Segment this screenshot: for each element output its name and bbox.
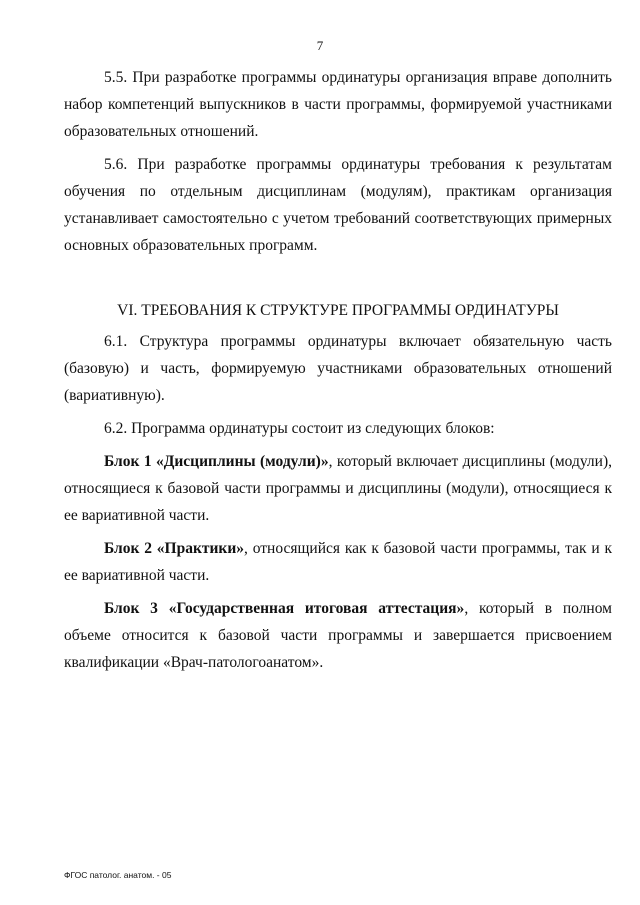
section-heading: VI. ТРЕБОВАНИЯ К СТРУКТУРЕ ПРОГРАММЫ ОРДИНАТУРЫ <box>117 302 559 319</box>
block-2-title: Блок 2 «Практики» <box>104 540 245 557</box>
paragraph-5-5: 5.5. При разработке программы ординатуры организация вправе дополнить набор компетенций выпускников в части программы, формируемой участниками образовательных отношений. <box>64 69 612 140</box>
block-2-text: , относящийся как к базовой части программы, так и к ее вариативной части. <box>64 540 612 584</box>
block-2-paragraph <box>64 535 612 589</box>
block-3-title: Блок 3 «Государственная итоговая аттестация» <box>104 600 465 617</box>
block-3-text: , который в полном объеме относится к базовой части программы и завершается присвоением квалификации «Врач-патологоанатом». <box>64 600 612 671</box>
paragraph-5-6: 5.6. При разработке программы ординатуры требования к результатам обучения по отдельным дисциплинам (модулям), практикам организация устанавливает самостоятельно с учетом требований соответствующих примерных основных образовательных программ. <box>64 156 612 254</box>
block-1-title: Блок 1 «Дисциплины (модули)» <box>104 453 329 470</box>
paragraph-6-2: 6.2. Программа ординатуры состоит из следующих блоков: <box>104 420 495 437</box>
block-1-paragraph <box>64 448 612 529</box>
block-1-text: , который включает дисциплины (модули), относящиеся к базовой части программы и дисциплины (модули), относящиеся к ее вариативной части. <box>64 453 612 524</box>
document-body <box>64 64 612 676</box>
paragraph-6-1: 6.1. Структура программы ординатуры включает обязательную часть (базовую) и часть, формируемую участниками образовательных отношений (вариативную). <box>64 333 612 404</box>
block-3-paragraph <box>64 595 612 676</box>
page-number: 7 <box>316 38 324 53</box>
footer-code: ФГОС патолог. анатом. - 05 <box>64 870 172 880</box>
